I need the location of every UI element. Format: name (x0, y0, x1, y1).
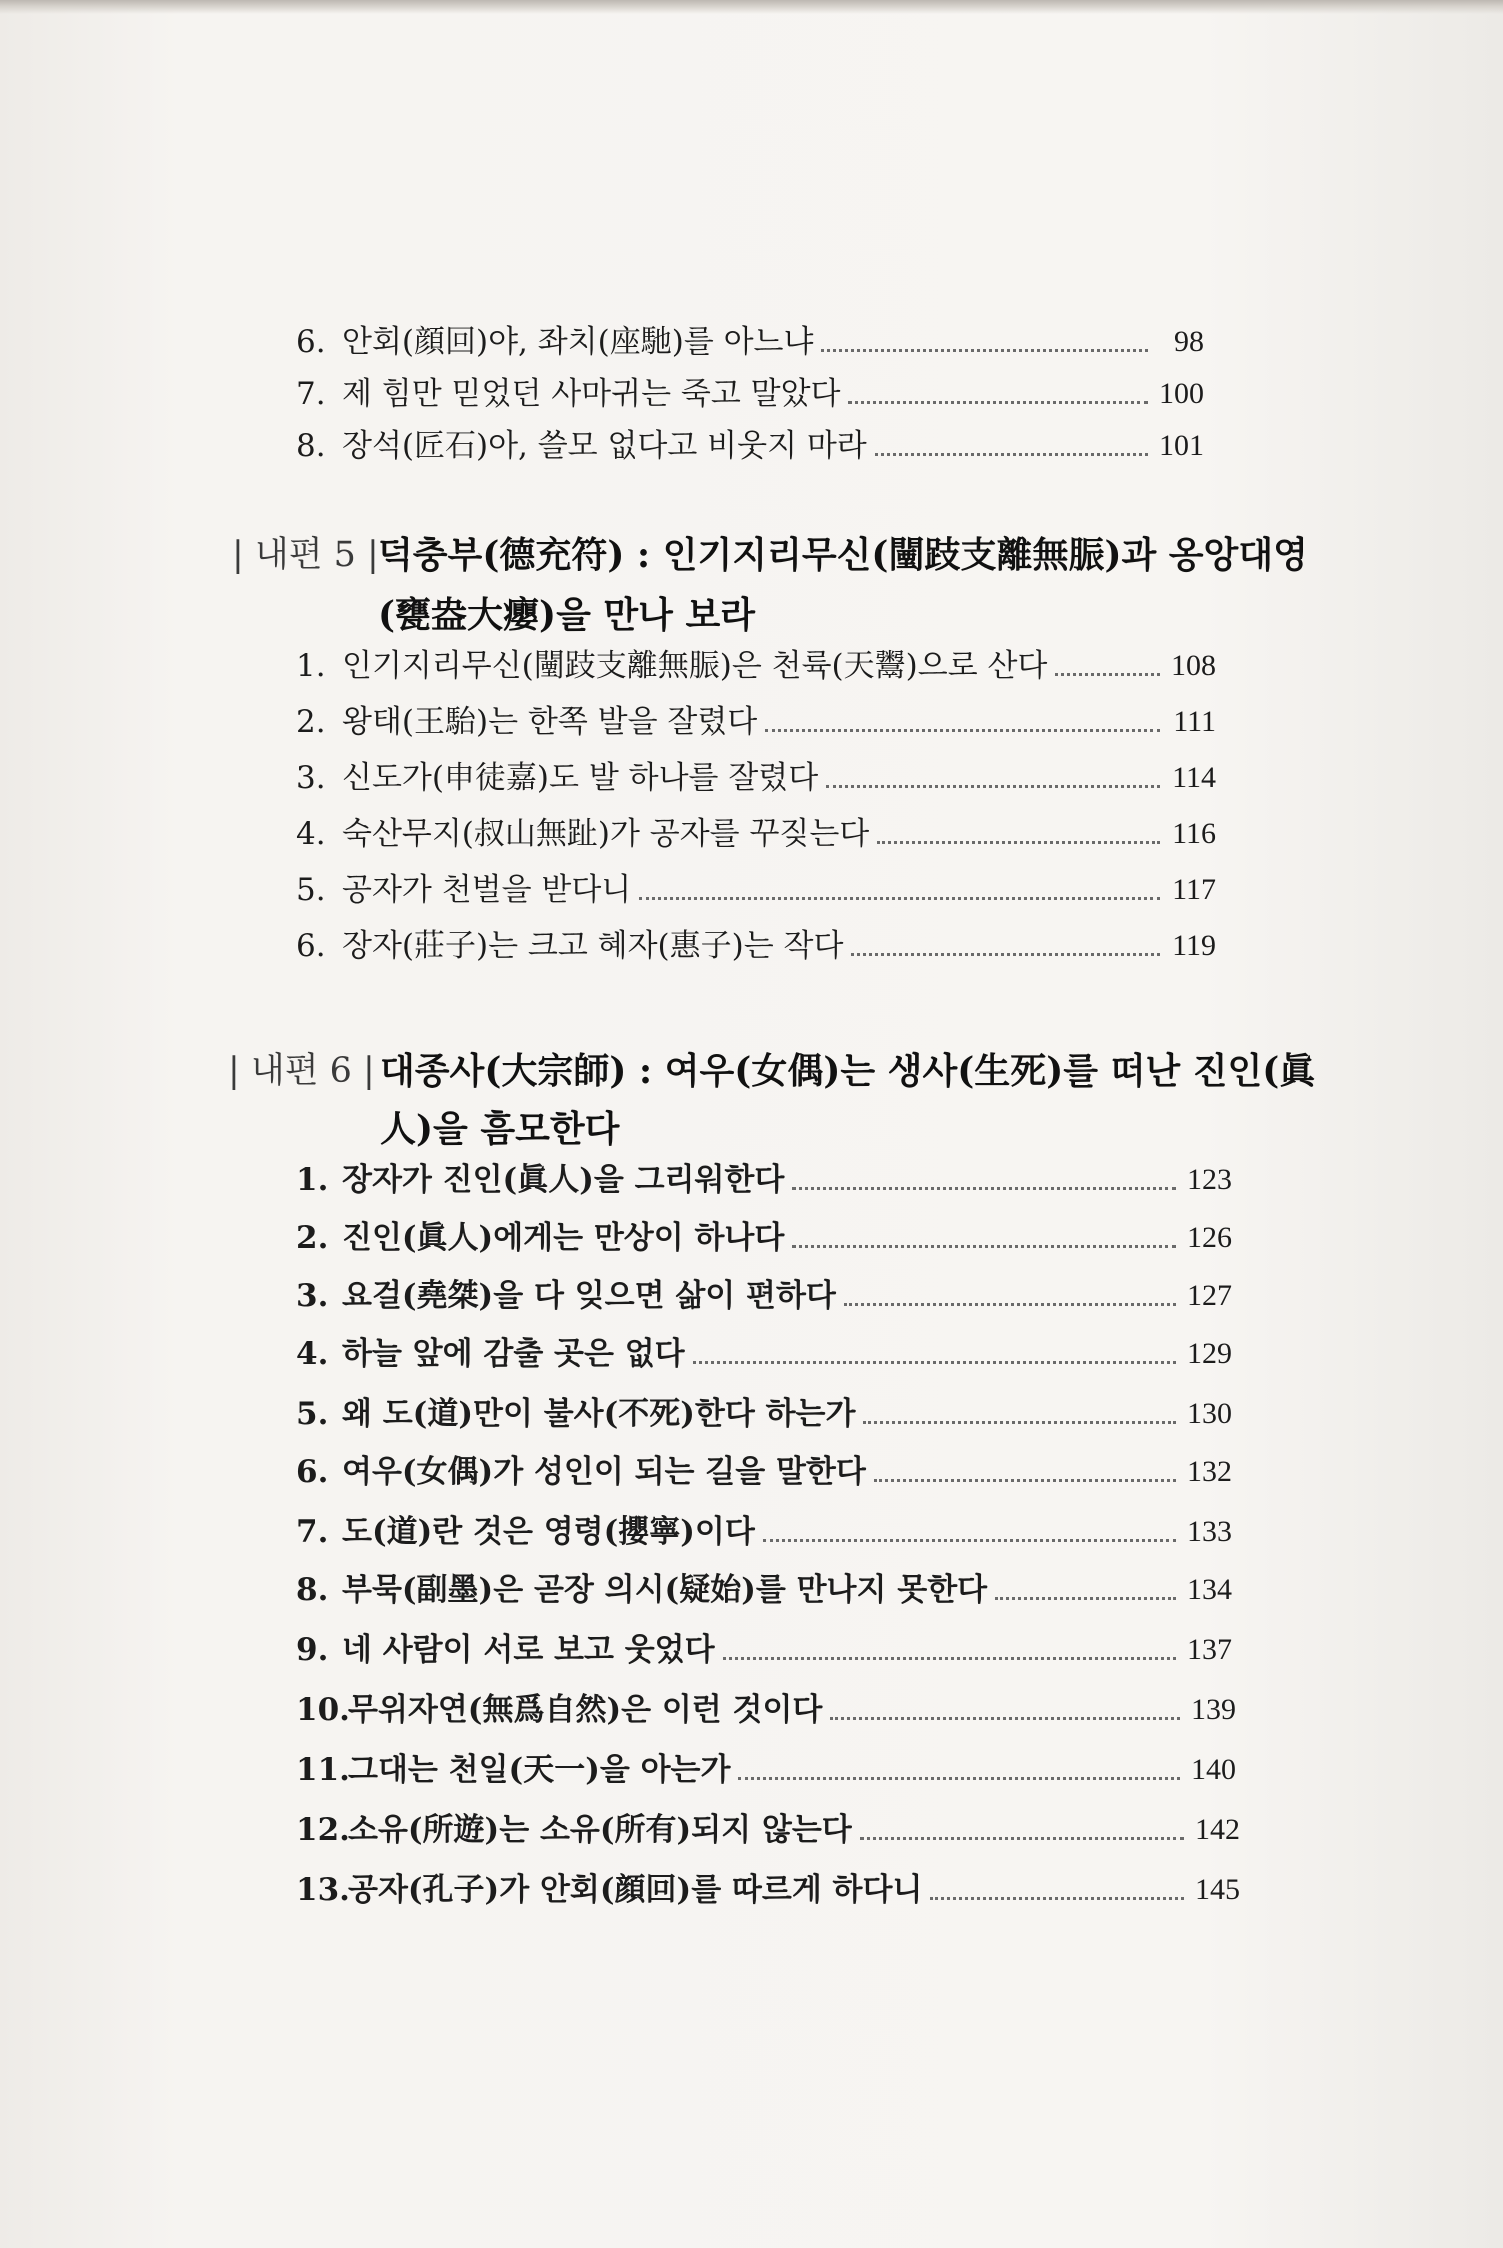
toc-entry[interactable] (296, 1510, 1232, 1554)
entry-number: 10. (296, 1692, 350, 1728)
toc-entry[interactable] (296, 1274, 1232, 1318)
toc-entry[interactable] (296, 320, 1204, 364)
entry-number: 12. (296, 1812, 350, 1848)
entry-page: 145 (1195, 1873, 1240, 1906)
entry-page: 130 (1187, 1397, 1232, 1430)
entry-title: 요걸(堯桀)을 다 잊으면 삶이 편하다 (342, 1278, 836, 1314)
dot-leader (848, 401, 1148, 404)
entry-number: 2. (296, 704, 326, 740)
toc-entry[interactable] (296, 1748, 1236, 1792)
toc-entry[interactable] (296, 644, 1216, 688)
toc-entry[interactable] (296, 1332, 1232, 1376)
part-label: | 내편 5 | (232, 535, 379, 575)
toc-entry[interactable] (296, 372, 1204, 416)
dot-leader (639, 897, 1160, 900)
entry-number: 1. (296, 1162, 329, 1198)
dot-leader (930, 1897, 1184, 1900)
entry-page: 98 (1174, 325, 1204, 358)
entry-number: 4. (296, 1336, 329, 1372)
toc-entry[interactable] (296, 424, 1204, 468)
dot-leader (792, 1245, 1176, 1248)
entry-page: 132 (1187, 1455, 1232, 1488)
entry-page: 127 (1187, 1279, 1232, 1312)
entry-title: 신도가(申徒嘉)도 발 하나를 잘렸다 (342, 760, 819, 796)
toc-entry[interactable] (296, 1392, 1232, 1436)
toc-entry[interactable] (296, 1868, 1240, 1912)
entry-title: 숙산무지(叔山無趾)가 공자를 꾸짖는다 (342, 816, 870, 852)
toc-entry[interactable] (296, 812, 1216, 856)
entry-number: 7. (296, 376, 326, 412)
entry-title: 공자가 천벌을 받다니 (342, 872, 632, 908)
dot-leader (830, 1717, 1180, 1720)
dot-leader (995, 1597, 1176, 1600)
entry-title: 여우(女偶)가 성인이 되는 길을 말한다 (342, 1454, 866, 1490)
dot-leader (826, 785, 1160, 788)
entry-title: 도(道)란 것은 영령(攖寧)이다 (342, 1514, 755, 1550)
entry-title: 안회(顔回)야, 좌치(座馳)를 아느냐 (342, 324, 814, 360)
toc-entry[interactable] (296, 1808, 1240, 1852)
toc-entry[interactable] (296, 924, 1216, 968)
entry-page: 140 (1191, 1753, 1236, 1786)
dot-leader (763, 1539, 1176, 1542)
entry-title: 무위자연(無爲自然)은 이런 것이다 (348, 1692, 823, 1728)
dot-leader (792, 1187, 1176, 1190)
part-label: | 내편 6 | (228, 1051, 375, 1091)
entry-number: 3. (296, 1278, 329, 1314)
entry-number: 6. (296, 1454, 329, 1490)
entry-page: 134 (1187, 1573, 1232, 1606)
toc-entry[interactable] (296, 1568, 1232, 1612)
dot-leader (877, 841, 1160, 844)
entry-page: 111 (1173, 705, 1216, 738)
entry-title: 장자가 진인(眞人)을 그리워한다 (342, 1162, 785, 1198)
toc-entry[interactable] (296, 1158, 1232, 1202)
toc-entry[interactable] (296, 868, 1216, 912)
toc-entry[interactable] (296, 1688, 1236, 1732)
part-title[interactable]: 대종사(大宗師) : 여우(女偶)는 생사(生死)를 떠난 진인(眞 (380, 1050, 1316, 1092)
entry-number: 4. (296, 816, 326, 852)
entry-title: 부묵(副墨)은 곧장 의시(疑始)를 만나지 못한다 (342, 1572, 988, 1608)
dot-leader (1055, 673, 1160, 676)
entry-number: 7. (296, 1514, 329, 1550)
page-top-edge (0, 0, 1503, 14)
entry-title: 소유(所遊)는 소유(所有)되지 않는다 (348, 1812, 852, 1848)
dot-leader (851, 953, 1160, 956)
entry-page: 126 (1187, 1221, 1232, 1254)
entry-number: 3. (296, 760, 326, 796)
dot-leader (875, 453, 1148, 456)
dot-leader (738, 1777, 1180, 1780)
entry-number: 8. (296, 428, 326, 464)
entry-page: 119 (1172, 929, 1216, 962)
entry-number: 2. (296, 1220, 329, 1256)
entry-page: 114 (1172, 761, 1216, 794)
toc-entry[interactable] (296, 756, 1216, 800)
dot-leader (821, 349, 1148, 352)
entry-title: 인기지리무신(闉跂支離無脤)은 천륙(天鬻)으로 산다 (342, 648, 1048, 684)
toc-entry[interactable] (296, 1628, 1232, 1672)
entry-page: 137 (1187, 1633, 1232, 1666)
entry-page: 108 (1171, 649, 1216, 682)
entry-page: 116 (1172, 817, 1216, 850)
entry-title: 하늘 앞에 감출 곳은 없다 (342, 1336, 685, 1372)
dot-leader (844, 1303, 1176, 1306)
entry-title: 공자(孔子)가 안회(顔回)를 따르게 하다니 (348, 1872, 923, 1908)
entry-title: 장석(匠石)아, 쓸모 없다고 비웃지 마라 (342, 428, 867, 464)
entry-title: 그대는 천일(天一)을 아는가 (348, 1752, 731, 1788)
entry-title: 진인(眞人)에게는 만상이 하나다 (342, 1220, 785, 1256)
toc-entry[interactable] (296, 1216, 1232, 1260)
entry-title: 장자(莊子)는 크고 혜자(惠子)는 작다 (342, 928, 844, 964)
entry-page: 123 (1187, 1163, 1232, 1196)
entry-title: 왜 도(道)만이 불사(不死)한다 하는가 (342, 1396, 856, 1432)
dot-leader (765, 729, 1160, 732)
dot-leader (723, 1657, 1176, 1660)
entry-number: 1. (296, 648, 326, 684)
dot-leader (863, 1421, 1176, 1424)
entry-page: 133 (1187, 1515, 1232, 1548)
toc-entry[interactable] (296, 700, 1216, 744)
part-title-continued: (甕盎大癭)을 만나 보라 (378, 594, 756, 636)
dot-leader (874, 1479, 1176, 1482)
entry-number: 8. (296, 1572, 329, 1608)
entry-page: 101 (1159, 429, 1204, 462)
entry-number: 5. (296, 872, 326, 908)
entry-number: 11. (296, 1752, 350, 1788)
entry-page: 100 (1159, 377, 1204, 410)
part-title-continued: 人)을 흠모한다 (380, 1108, 620, 1150)
entry-number: 13. (296, 1872, 350, 1908)
part-title[interactable]: 덕충부(德充符) : 인기지리무신(闉跂支離無脤)과 옹앙대영 (378, 534, 1308, 576)
entry-title: 제 힘만 믿었던 사마귀는 죽고 말았다 (342, 376, 841, 412)
entry-title: 왕태(王駘)는 한쪽 발을 잘렸다 (342, 704, 758, 740)
entry-title: 네 사람이 서로 보고 웃었다 (342, 1632, 715, 1668)
entry-page: 139 (1191, 1693, 1236, 1726)
entry-number: 6. (296, 324, 326, 360)
toc-entry[interactable] (296, 1450, 1232, 1494)
entry-number: 9. (296, 1632, 329, 1668)
dot-leader (860, 1837, 1184, 1840)
entry-page: 142 (1195, 1813, 1240, 1846)
dot-leader (693, 1361, 1176, 1364)
entry-page: 129 (1187, 1337, 1232, 1370)
entry-page: 117 (1172, 873, 1216, 906)
entry-number: 6. (296, 928, 326, 964)
entry-number: 5. (296, 1396, 329, 1432)
